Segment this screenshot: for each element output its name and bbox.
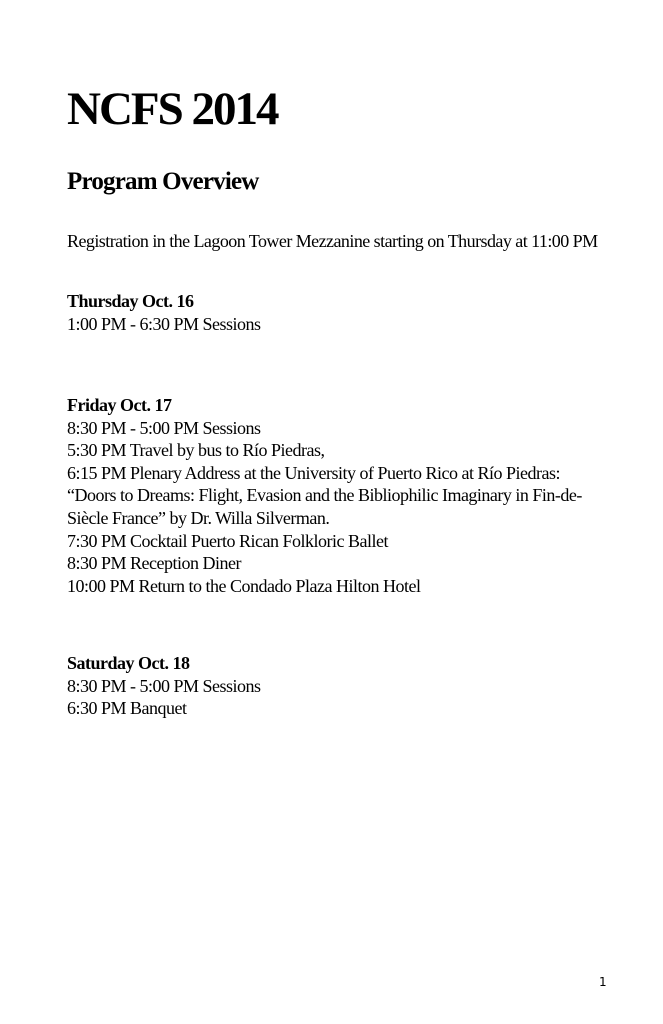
schedule-item: 10:00 PM Return to the Condado Plaza Hilton Hotel xyxy=(67,575,421,596)
day-saturday xyxy=(67,652,261,720)
page-number: 1 xyxy=(599,975,607,989)
day-heading: Saturday Oct. 18 xyxy=(67,653,190,673)
schedule-item: 5:30 PM Travel by bus to Río Piedras, xyxy=(67,440,325,461)
schedule-item: Siècle France” by Dr. Willa Silverman. xyxy=(67,507,330,528)
schedule-item: 8:30 PM Reception Diner xyxy=(67,553,241,574)
schedule-item: 6:15 PM Plenary Address at the University of Puerto Rico at Río Piedras: xyxy=(67,462,560,483)
schedule-item: 8:30 PM - 5:00 PM Sessions xyxy=(67,417,261,438)
day-heading: Friday Oct. 17 xyxy=(67,395,172,415)
document-title: NCFS 2014 xyxy=(67,83,278,135)
registration-note: Registration in the Lagoon Tower Mezzanine starting on Thursday at 11:00 PM xyxy=(67,231,598,251)
day-thursday xyxy=(67,290,261,335)
section-heading: Program Overview xyxy=(67,168,259,195)
schedule-item: 8:30 PM - 5:00 PM Sessions xyxy=(67,675,261,696)
day-friday xyxy=(67,394,582,597)
schedule-item: “Doors to Dreams: Flight, Evasion and the Bibliophilic Imaginary in Fin-de- xyxy=(67,485,582,506)
schedule-item: 6:30 PM Banquet xyxy=(67,698,187,719)
schedule-item: 7:30 PM Cocktail Puerto Rican Folkloric Ballet xyxy=(67,530,388,551)
day-heading: Thursday Oct. 16 xyxy=(67,291,194,311)
schedule-item: 1:00 PM - 6:30 PM Sessions xyxy=(67,313,261,334)
